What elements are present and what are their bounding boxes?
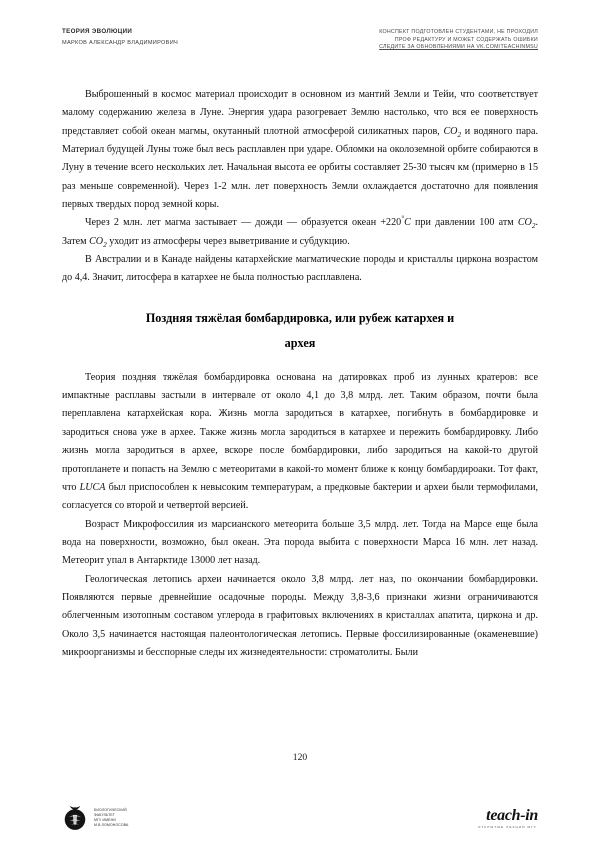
page-number: 120 <box>292 752 308 763</box>
formula-co2-2-subscript: 2 <box>531 222 536 231</box>
paragraph-2-part-b: при давлении 100 атм <box>410 217 518 229</box>
paragraph-4-part-b: был приспособлен к невысоким температурам, а предковые бактерии и археи были термофилами, согласуется со второй и четвертой версией. <box>62 481 538 512</box>
paragraph-6: Геологическая летопись археи начинается около 3,8 млрд. лет наз, по окончании бомбардировки. Появляются первые древнейшие осадочные породы. Между 3,8-3,6 признаки жизни ограничиваются облегченным изотопным составом углерода в графитовых включениях в кристаллах апатита, циркона и др. Около 3,5 начинается настоящая палеонтологическая летопись. Первые фоссилизированные (окаменевшие) микроорганизмы и бесспорные следы их жизнедеятельности: строматолиты. Были <box>62 573 538 658</box>
teachin-branding <box>478 808 538 829</box>
teachin-tagline: ОТКРЫТЫЕ ЛЕКЦИИ МГУ <box>477 824 537 829</box>
paragraph-2 <box>62 214 538 251</box>
msu-emblem-icon <box>62 805 88 831</box>
formula-co2-3: CO <box>89 235 104 247</box>
paragraph-2-part-a: Через 2 млн. лет магма застывает — дожди — образуется океан +220 <box>85 217 402 229</box>
paragraph-4 <box>62 369 538 516</box>
page-content <box>62 86 538 662</box>
paragraph-1-part-a: Выброшенный в космос материал происходит в основном из мантий Земли и Тейи, что соответствует малому содержанию железа в Луне. Энергия удара разогревает Землю настолько, что вся ее поверхность представляет собой океан магмы, окутанный плотной атмосферой силикатных паров, <box>62 89 538 137</box>
paragraph-1 <box>62 86 538 214</box>
msu-faculty-text <box>94 808 129 827</box>
paragraph-4-part-a: Теория поздняя тяжёлая бомбардировка основана на датировках проб из лунных кратеров: все импактные расплавы застыли в интервале от около 4,1 до 3,8 млрд. лет. Таким образом, почти была переплавлена катархейская кора. Жизнь могла зародиться в катархее, погибнуть в бомбардировке и зародиться снова уже в архее. Также жизнь могла зародиться в катархее и пережить бомбардировку. Либо жизнь могла зародиться в архее, вскоре после бомбардировки, либо зародиться на какой-то другой протопланете и попасть на Землю с метеоритами в какой-то момент ближе к концу бомбардироаки. Тот факт, что <box>62 371 538 493</box>
paragraph-1-part-b: и водяного пара. Материал будущей Луны тоже был весь расплавлен при ударе. Обломки на околоземной орбите собираются в Луну в течение всего нескольких лет. Начальная высота ее орбиты составляет 25-30 тысяч км (примерно в 15 раз меньше современной). Через 1-2 млн. лет поверхность Земли охлаждается достаточно для появления первых твердых пород земной коры. <box>62 125 538 211</box>
term-luca: LUCA <box>79 481 106 493</box>
disclaimer-line-3-link[interactable]: СЛЕДИТЕ ЗА ОБНОВЛЕНИЯМИ НА VK.COM/TEACHINMSU <box>379 44 538 50</box>
teachin-logo-text: teach-in <box>486 806 538 824</box>
msu-text-line-3: МГУ ИМЕНИ <box>94 818 116 823</box>
section-heading <box>62 288 538 369</box>
msu-text-line-1: БИОЛОГИЧЕСКИЙ <box>94 808 127 813</box>
paragraph-5: Возраст Микрофоссилия из марсианского метеорита больше 3,5 млрд. лет. Тогда на Марсе еще была вода на поверхности, возможно, был океан. Эта порода выбита с поверхности Марса 16 млн. лет назад. Метеорит упал в Антарктиде 13000 лет назад. <box>62 518 538 567</box>
paragraph-3: В Австралии и в Канаде найдены катархейские магматические породы и кристаллы циркона возрастом до 4,4. Значит, литосфера в катархее не была полностью расплавлена. <box>62 254 538 284</box>
celsius-symbol: C <box>404 217 411 229</box>
msu-text-line-4: М.В.ЛОМОНОСОВА <box>94 823 129 828</box>
formula-co2-1: CO <box>443 125 458 137</box>
msu-branding <box>62 805 129 831</box>
section-heading-line-2: архея <box>284 335 316 350</box>
section-heading-line-1: Поздняя тяжёлая бомбардировка, или рубеж катархея и <box>145 310 455 325</box>
header-right-disclaimer <box>379 28 538 50</box>
page-footer <box>0 793 600 843</box>
formula-co2-3-subscript: 2 <box>103 240 107 249</box>
paragraph-2-part-c: . Затем <box>62 217 538 247</box>
degree-symbol: ° <box>401 215 405 224</box>
course-author: МАРКОВ АЛЕКСАНДР ВЛАДИМИРОВИЧ <box>62 40 179 46</box>
course-title: ТЕОРИЯ ЭВОЛЮЦИИ <box>62 28 133 35</box>
disclaimer-line-2: ПРОФ РЕДАКТУРУ И МОЖЕТ СОДЕРЖАТЬ ОШИБКИ <box>394 36 538 43</box>
formula-co2-1-subscript: 2 <box>457 130 462 139</box>
disclaimer-line-1: КОНСПЕКТ ПОДГОТОВЛЕН СТУДЕНТАМИ, НЕ ПРОХОДИЛ <box>379 29 538 35</box>
header-left-block <box>62 28 178 46</box>
paragraph-2-part-d: уходит из атмосферы через выветривание и субдукцию. <box>106 235 350 247</box>
formula-co2-2: CO <box>517 217 532 229</box>
msu-text-line-2: ФАКУЛЬТЕТ <box>94 813 116 818</box>
page-header <box>0 28 600 50</box>
